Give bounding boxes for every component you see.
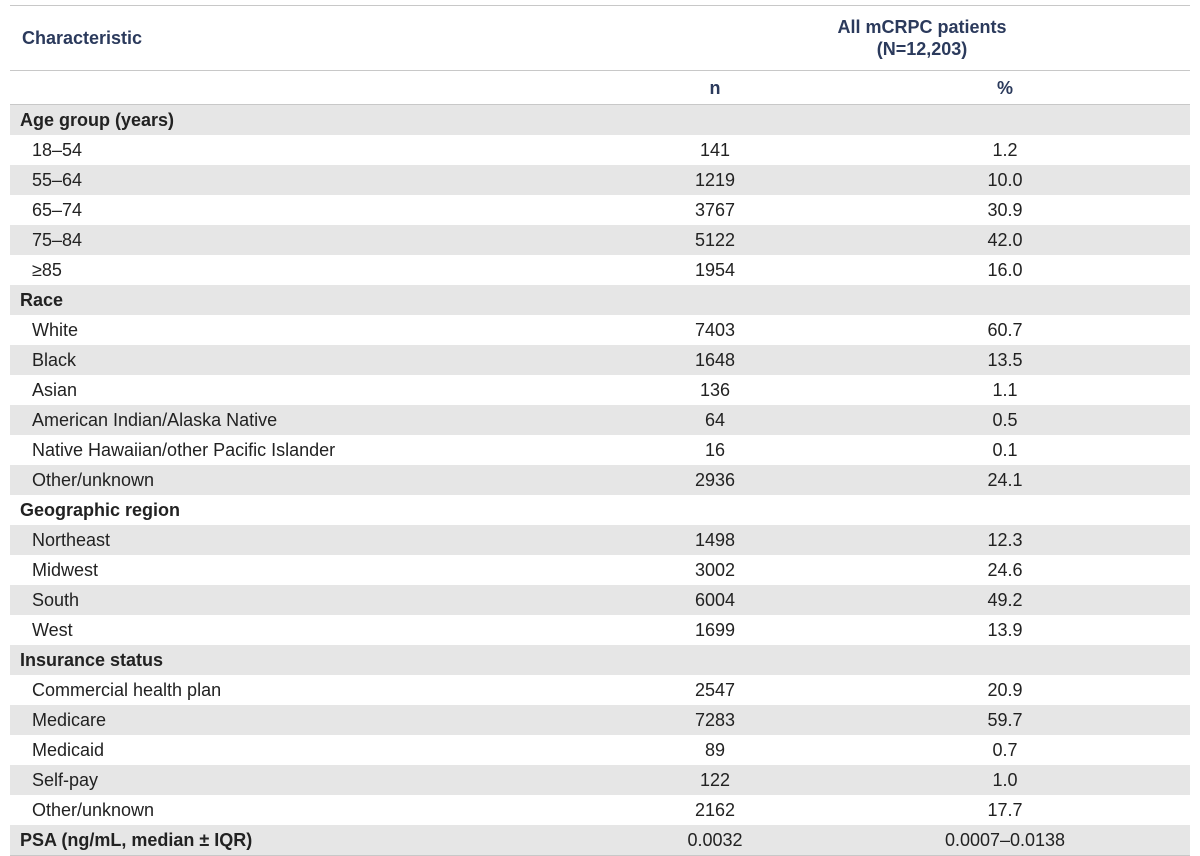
section-row xyxy=(10,825,1190,856)
percent-cell: 49.2 xyxy=(820,585,1190,615)
header-spacer xyxy=(10,71,610,105)
section-row xyxy=(10,495,1190,525)
percent-cell: 13.9 xyxy=(820,615,1190,645)
n-cell: 141 xyxy=(610,135,820,165)
section-label: Insurance status xyxy=(10,645,610,675)
n-cell: 2936 xyxy=(610,465,820,495)
table-row xyxy=(10,735,1190,765)
n-cell: 3767 xyxy=(610,195,820,225)
table-row xyxy=(10,585,1190,615)
characteristics-table xyxy=(10,5,1190,856)
section-row xyxy=(10,105,1190,136)
header-row-sub xyxy=(10,71,1190,105)
percent-cell: 0.1 xyxy=(820,435,1190,465)
row-label: Medicaid xyxy=(10,735,610,765)
patient-group-title: All mCRPC patients xyxy=(837,17,1007,37)
n-cell xyxy=(610,495,820,525)
n-cell: 2162 xyxy=(610,795,820,825)
percent-cell: 1.2 xyxy=(820,135,1190,165)
n-cell: 122 xyxy=(610,765,820,795)
percent-cell: 13.5 xyxy=(820,345,1190,375)
characteristic-header: Characteristic xyxy=(10,6,610,71)
n-cell: 1498 xyxy=(610,525,820,555)
table-body xyxy=(10,105,1190,856)
n-cell xyxy=(610,105,820,136)
section-label: Race xyxy=(10,285,610,315)
row-label: Asian xyxy=(10,375,610,405)
n-cell: 1954 xyxy=(610,255,820,285)
percent-cell: 10.0 xyxy=(820,165,1190,195)
percent-cell: 0.7 xyxy=(820,735,1190,765)
table-row xyxy=(10,405,1190,435)
n-cell: 7403 xyxy=(610,315,820,345)
row-label: Medicare xyxy=(10,705,610,735)
n-cell: 1219 xyxy=(610,165,820,195)
percent-column-header: % xyxy=(820,71,1190,105)
header-row-main xyxy=(10,6,1190,71)
n-cell: 6004 xyxy=(610,585,820,615)
table-row xyxy=(10,165,1190,195)
n-cell: 5122 xyxy=(610,225,820,255)
row-label: Midwest xyxy=(10,555,610,585)
section-label: Geographic region xyxy=(10,495,610,525)
table-row xyxy=(10,195,1190,225)
n-cell: 89 xyxy=(610,735,820,765)
percent-cell: 24.1 xyxy=(820,465,1190,495)
percent-cell: 16.0 xyxy=(820,255,1190,285)
section-row xyxy=(10,645,1190,675)
percent-cell: 12.3 xyxy=(820,525,1190,555)
row-label: 75–84 xyxy=(10,225,610,255)
percent-cell: 42.0 xyxy=(820,225,1190,255)
table-row xyxy=(10,465,1190,495)
table-row xyxy=(10,615,1190,645)
section-label: PSA (ng/mL, median ± IQR) xyxy=(10,825,610,856)
patient-group-count: (N=12,203) xyxy=(876,39,968,59)
n-cell: 1648 xyxy=(610,345,820,375)
row-label: West xyxy=(10,615,610,645)
percent-cell: 59.7 xyxy=(820,705,1190,735)
table-row xyxy=(10,705,1190,735)
row-label: Other/unknown xyxy=(10,795,610,825)
table-row xyxy=(10,255,1190,285)
table-row xyxy=(10,765,1190,795)
row-label: ≥85 xyxy=(10,255,610,285)
table-row xyxy=(10,795,1190,825)
table-row xyxy=(10,435,1190,465)
n-cell: 64 xyxy=(610,405,820,435)
percent-cell xyxy=(820,495,1190,525)
table-row xyxy=(10,675,1190,705)
percent-cell: 17.7 xyxy=(820,795,1190,825)
row-label: White xyxy=(10,315,610,345)
percent-cell: 0.0007–0.0138 xyxy=(820,825,1190,856)
row-label: 55–64 xyxy=(10,165,610,195)
n-cell: 136 xyxy=(610,375,820,405)
percent-cell xyxy=(820,285,1190,315)
percent-cell: 30.9 xyxy=(820,195,1190,225)
table-row xyxy=(10,525,1190,555)
table-header xyxy=(10,6,1190,105)
percent-cell: 1.0 xyxy=(820,765,1190,795)
n-cell: 7283 xyxy=(610,705,820,735)
percent-cell: 20.9 xyxy=(820,675,1190,705)
n-cell: 0.0032 xyxy=(610,825,820,856)
n-cell xyxy=(610,645,820,675)
patient-group-header xyxy=(610,6,1190,71)
percent-cell: 24.6 xyxy=(820,555,1190,585)
n-cell: 3002 xyxy=(610,555,820,585)
percent-cell: 0.5 xyxy=(820,405,1190,435)
table-row xyxy=(10,345,1190,375)
row-label: Northeast xyxy=(10,525,610,555)
table-row xyxy=(10,135,1190,165)
table-row xyxy=(10,225,1190,255)
row-label: South xyxy=(10,585,610,615)
table-row xyxy=(10,375,1190,405)
row-label: Other/unknown xyxy=(10,465,610,495)
row-label: Native Hawaiian/other Pacific Islander xyxy=(10,435,610,465)
percent-cell: 60.7 xyxy=(820,315,1190,345)
section-row xyxy=(10,285,1190,315)
row-label: Black xyxy=(10,345,610,375)
row-label: 18–54 xyxy=(10,135,610,165)
n-cell: 2547 xyxy=(610,675,820,705)
row-label: Commercial health plan xyxy=(10,675,610,705)
section-label: Age group (years) xyxy=(10,105,610,136)
percent-cell xyxy=(820,105,1190,136)
n-cell: 16 xyxy=(610,435,820,465)
percent-cell: 1.1 xyxy=(820,375,1190,405)
row-label: American Indian/Alaska Native xyxy=(10,405,610,435)
n-column-header: n xyxy=(610,71,820,105)
table-row xyxy=(10,555,1190,585)
table-row xyxy=(10,315,1190,345)
n-cell xyxy=(610,285,820,315)
row-label: Self-pay xyxy=(10,765,610,795)
n-cell: 1699 xyxy=(610,615,820,645)
row-label: 65–74 xyxy=(10,195,610,225)
percent-cell xyxy=(820,645,1190,675)
